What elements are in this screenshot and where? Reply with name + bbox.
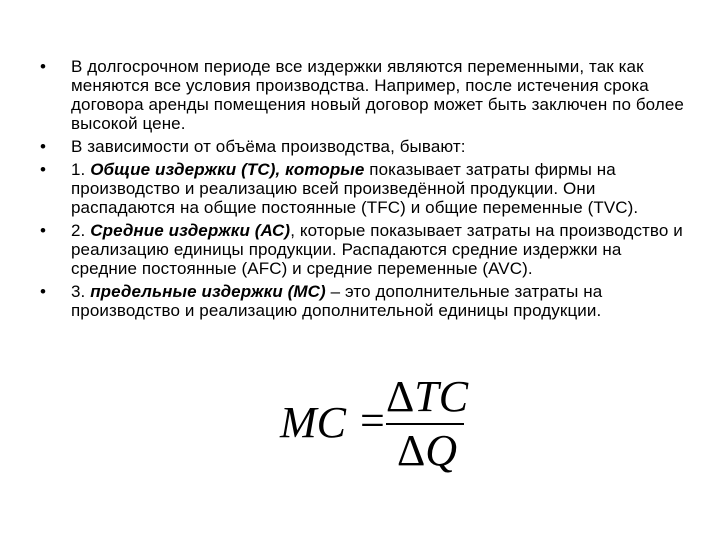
formula-denominator xyxy=(386,426,468,476)
bullet-text-number: 2. xyxy=(71,221,91,240)
formula-equals-sign: = xyxy=(360,396,385,445)
delta-symbol: Δ xyxy=(396,426,426,475)
bullet-text-number: 3. xyxy=(71,282,91,301)
bullet-item-average-costs xyxy=(40,221,690,278)
formula-numerator xyxy=(386,372,468,422)
bullet-text-number: 1. xyxy=(71,160,91,179)
bullet-text: показывает затраты фирмы на производство и реализацию всей произведённой продукции. Они распадаются на общие постоянные (TFC) и общие переменные (TVC). xyxy=(71,160,639,217)
bullet-text: В зависимости от объёма производства, бывают: xyxy=(71,137,466,156)
formula-denominator-text: Q xyxy=(425,426,458,475)
bullet-dot: • xyxy=(40,137,47,156)
fraction-bar xyxy=(386,423,464,425)
marginal-cost-formula xyxy=(280,372,480,478)
bullet-item-total-costs xyxy=(40,160,690,217)
delta-symbol: Δ xyxy=(386,372,415,421)
bullet-item-long-run xyxy=(40,57,690,133)
term-total-costs: Общие издержки (ТС), которые xyxy=(90,160,365,179)
formula-numerator-text: TC xyxy=(414,372,469,421)
term-marginal-costs: предельные издержки (МС) xyxy=(90,282,326,301)
bullet-dot: • xyxy=(40,57,47,76)
bullet-dot: • xyxy=(40,221,47,240)
bullet-text: , которые показывает затраты на производство и реализацию единицы продукции. Распадаются средние издержки на средние постоянные (AFC) и средние переменные (AVC). xyxy=(71,221,683,278)
bullet-list xyxy=(40,57,690,324)
bullet-item-marginal-costs xyxy=(40,282,690,320)
formula-lhs: MC xyxy=(280,398,346,447)
term-average-costs: Средние издержки (АС) xyxy=(90,221,291,240)
bullet-dot: • xyxy=(40,282,47,301)
bullet-item-depending-on-volume xyxy=(40,137,690,156)
bullet-text: – это дополнительные затраты на производство и реализацию дополнительной единицы продукции. xyxy=(71,282,603,320)
bullet-dot: • xyxy=(40,160,47,179)
bullet-text: В долгосрочном периоде все издержки являются переменными, так как меняются все условия производства. Например, после истечения срока договора аренды помещения новый договор может быть заключен по более высокой цене. xyxy=(71,57,684,133)
